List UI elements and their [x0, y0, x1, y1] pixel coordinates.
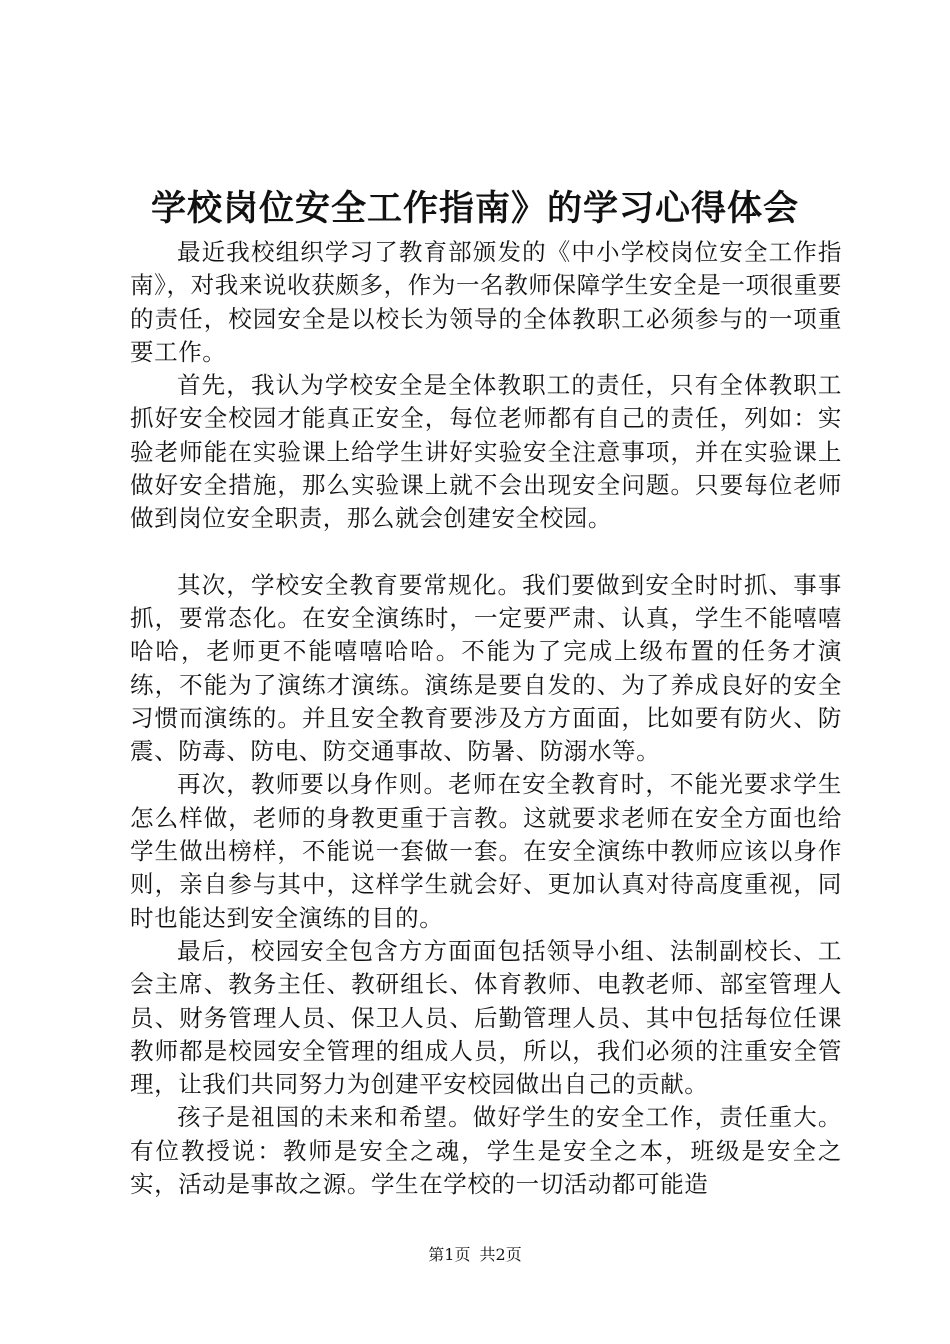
page-number: 第1页	[428, 1245, 471, 1264]
paragraph-third-point: 再次，教师要以身作则。老师在安全教育时，不能光要求学生怎么样做，老师的身教更重于言教。这就要求老师在安全方面也给学生做出榜样，不能说一套做一套。在安全演练中教师应该以身作则，亲自参与其中，这样学生就会好、更加认真对待高度重视，同时也能达到安全演练的目的。	[130, 770, 842, 932]
document-title: 学校岗位安全工作指南》的学习心得体会	[150, 188, 799, 229]
paragraph-final-point: 最后，校园安全包含方方面面包括领导小组、法制副校长、工会主席、教务主任、教研组长、体育教师、电教老师、部室管理人员、财务管理人员、保卫人员、后勤管理人员、其中包括每位任课教师都是校园安全管理的组成人员，所以，我们必须的注重安全管理，让我们共同努力为创建平安校园做出自己的贡献。	[130, 936, 842, 1099]
paragraph-first-point: 首先，我认为学校安全是全体教职工的责任，只有全体教职工抓好安全校园才能真正安全，每位老师都有自己的责任，列如：实验老师能在实验课上给学生讲好实验安全注意事项，并在实验课上做好安全措施，那么实验课上就不会出现安全问题。只要每位老师做到岗位安全职责，那么就会创建安全校园。	[130, 371, 842, 533]
page-footer	[0, 1245, 950, 1265]
document-body	[130, 236, 842, 1201]
paragraph-conclusion: 孩子是祖国的未来和希望。做好学生的安全工作，责任重大。有位教授说：教师是安全之魂，学生是安全之本，班级是安全之实，活动是事故之源。学生在学校的一切活动都可能造	[130, 1103, 842, 1199]
paragraph-intro: 最近我校组织学习了教育部颁发的《中小学校岗位安全工作指南》，对我来说收获颇多，作为一名教师保障学生安全是一项很重要的责任，校园安全是以校长为领导的全体教职工必须参与的一项重要工作。	[130, 238, 842, 366]
paragraph-second-point: 其次，学校安全教育要常规化。我们要做到安全时时抓、事事抓，要常态化。在安全演练时，一定要严肃、认真，学生不能嘻嘻哈哈，老师更不能嘻嘻哈哈。不能为了完成上级布置的任务才演练，不能为了演练才演练。演练是要自发的、为了养成良好的安全习惯而演练的。并且安全教育要涉及方方面面，比如要有防火、防震、防毒、防电、防交通事故、防暑、防溺水等。	[130, 570, 842, 766]
page-total: 共2页	[479, 1245, 522, 1264]
